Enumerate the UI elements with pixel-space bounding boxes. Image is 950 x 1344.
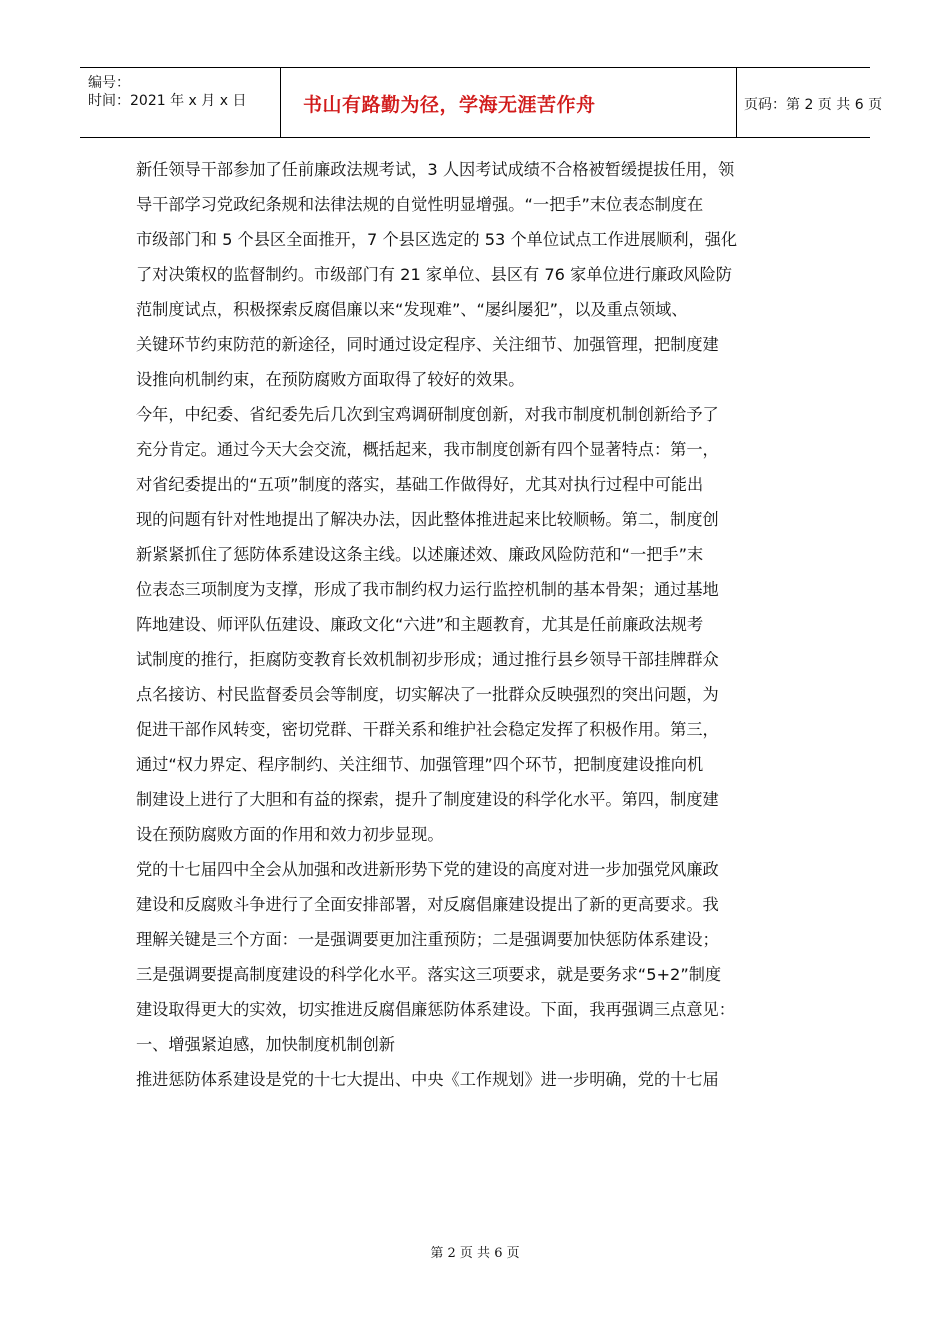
body-line: 设在预防腐败方面的作用和效力初步显现。 — [136, 825, 444, 844]
body-line: 关键环节约束防范的新途径，同时通过设定程序、关注细节、加强管理，把制度建 — [136, 335, 719, 354]
body-line: 三是强调要提高制度建设的科学化水平。落实这三项要求，就是要务求“5+2”制度 — [136, 965, 722, 984]
body-line: 理解关键是三个方面：一是强调要更加注重预防；二是强调要加快惩防体系建设； — [136, 930, 719, 949]
body-line: 点名接访、村民监督委员会等制度，切实解决了一批群众反映强烈的突出问题，为 — [136, 685, 719, 704]
body-line: 通过“权力界定、程序制约、关注细节、加强管理”四个环节，把制度建设推向机 — [136, 755, 704, 774]
body-line: 阵地建设、师评队伍建设、廉政文化“六进”和主题教育，尤其是任前廉政法规考 — [136, 615, 704, 634]
header-page-cell — [736, 68, 883, 137]
body-line: 今年，中纪委、省纪委先后几次到宝鸡调研制度创新，对我市制度机制创新给予了 — [136, 405, 719, 424]
body-line: 建设取得更大的实效，切实推进反腐倡廉惩防体系建设。下面，我再强调三点意见： — [136, 1000, 735, 1019]
document-body — [136, 152, 836, 1097]
body-line: 位表态三项制度为支撑，形成了我市制约权力运行监控机制的基本骨架；通过基地 — [136, 580, 719, 599]
body-line: 试制度的推行，拒腐防变教育长效机制初步形成；通过推行县乡领导干部挂牌群众 — [136, 650, 719, 669]
body-line: 范制度试点，积极探索反腐倡廉以来“发现难”、“屡纠屡犯”，以及重点领域、 — [136, 300, 688, 319]
header-meta-cell — [80, 68, 280, 137]
body-line: 导干部学习党政纪条规和法律法规的自觉性明显增强。“一把手”末位表态制度在 — [136, 195, 704, 214]
body-line: 制建设上进行了大胆和有益的探索，提升了制度建设的科学化水平。第四，制度建 — [136, 790, 719, 809]
document-number-label: 编号： — [88, 75, 130, 91]
body-line: 市级部门和 5 个县区全面推开，7 个县区选定的 53 个单位试点工作进展顺利，强化 — [136, 230, 738, 249]
body-line: 新紧紧抓住了惩防体系建设这条主线。以述廉述效、廉政风险防范和“一把手”末 — [136, 545, 704, 564]
body-line: 一、增强紧迫感，加快制度机制创新 — [136, 1035, 395, 1054]
header-table — [80, 67, 883, 138]
body-line: 现的问题有针对性地提出了解决办法，因此整体推进起来比较顺畅。第二，制度创 — [136, 510, 719, 529]
header-page-info: 页码：第 2 页 共 6 页 — [744, 97, 883, 113]
body-line: 设推向机制约束，在预防腐败方面取得了较好的效果。 — [136, 370, 525, 389]
body-line: 党的十七届四中全会从加强和改进新形势下党的建设的高度对进一步加强党风廉政 — [136, 860, 719, 879]
body-line: 充分肯定。通过今天大会交流，概括起来，我市制度创新有四个显著特点：第一， — [136, 440, 719, 459]
body-line: 对省纪委提出的“五项”制度的落实，基础工作做得好，尤其对执行过程中可能出 — [136, 475, 704, 494]
body-line: 促进干部作风转变，密切党群、干群关系和维护社会稳定发挥了积极作用。第三， — [136, 720, 719, 739]
body-line: 推进惩防体系建设是党的十七大提出、中央《工作规划》进一步明确，党的十七届 — [136, 1070, 719, 1089]
page-footer: 第 2 页 共 6 页 — [430, 1246, 520, 1261]
body-line: 建设和反腐败斗争进行了全面安排部署，对反腐倡廉建设提出了新的更高要求。我 — [136, 895, 719, 914]
body-line: 了对决策权的监督制约。市级部门有 21 家单位、县区有 76 家单位进行廉政风险防 — [136, 265, 732, 284]
header-motto-cell — [280, 68, 737, 137]
document-time-label: 时间：2021 年 x 月 x 日 — [88, 93, 247, 109]
body-line: 新任领导干部参加了任前廉政法规考试，3 人因考试成绩不合格被暂缓提拔任用，领 — [136, 160, 735, 179]
header-motto: 书山有路勤为径，学海无涯苦作舟 — [303, 94, 596, 116]
